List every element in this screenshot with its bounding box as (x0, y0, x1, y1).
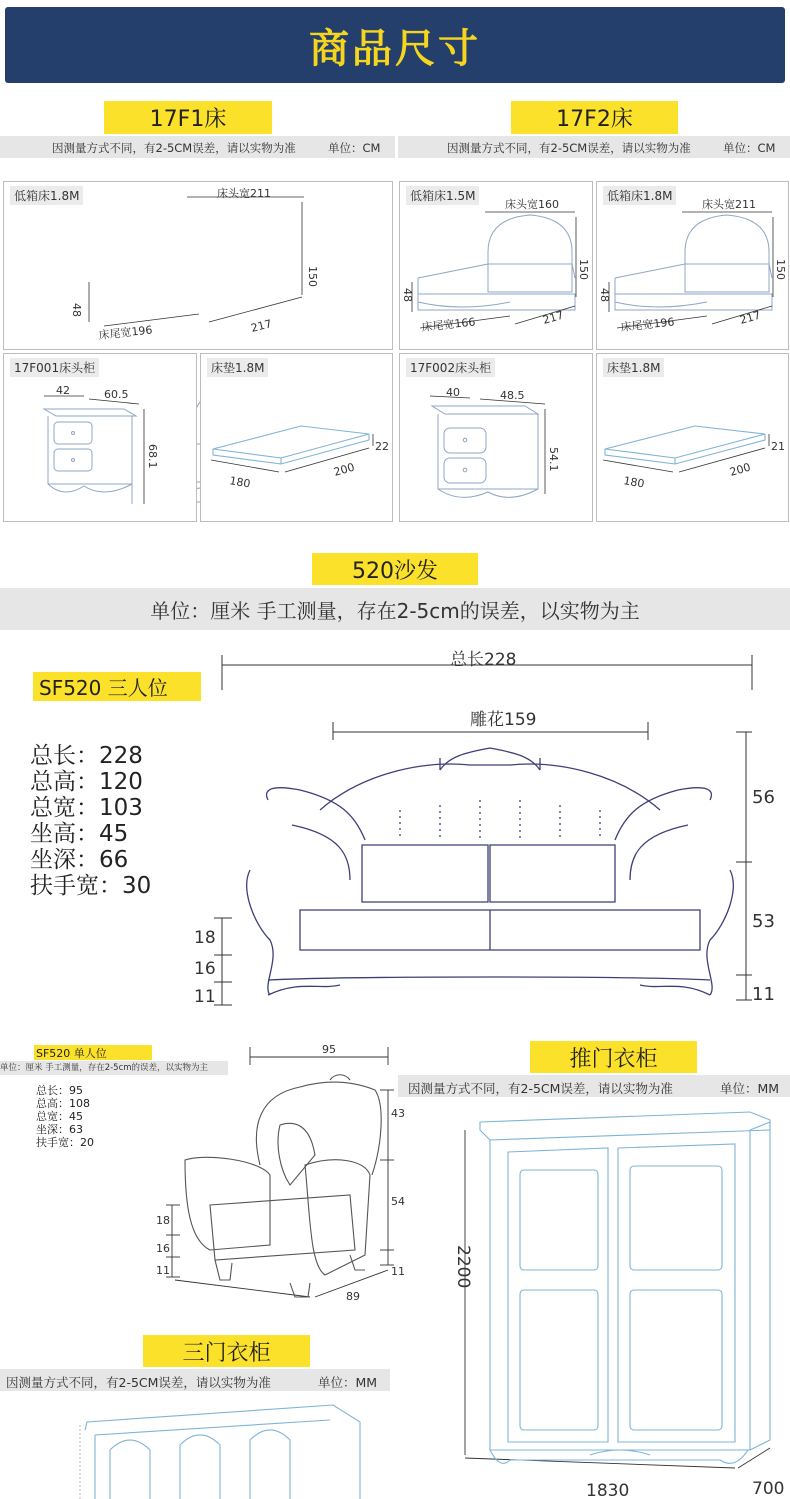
bed2-mattress-panel (596, 353, 789, 522)
bed1-note-bar (0, 136, 395, 158)
panel-tag: 17F002床头柜 (406, 358, 495, 377)
wardrobe-sliding-unit: 单位：MM (720, 1081, 780, 1096)
spec-line: 扶手宽：20 (36, 1136, 94, 1149)
dim-headboard: 床头宽160 (505, 198, 559, 211)
dim-tail: 床尾宽166 (420, 315, 477, 334)
page-header (5, 7, 785, 83)
single-seat-note: 单位：厘米 手工测量，存在2-5cm的误差，以实物为主 (0, 1061, 228, 1075)
dim-left-11: 11 (156, 1264, 170, 1277)
dim-width: 60.5 (104, 388, 129, 401)
dim-width: 180 (228, 474, 252, 491)
bed-drawing (4, 182, 392, 349)
dim-left-18: 18 (156, 1214, 170, 1227)
dim-bottom: 11 (391, 1265, 405, 1278)
single-seat-specs (36, 1084, 94, 1149)
dim-headboard: 床头宽211 (702, 198, 756, 211)
dim-depth: 89 (346, 1290, 360, 1303)
spec-line: 坐深：63 (36, 1123, 83, 1136)
spec-line: 总宽：103 (30, 795, 143, 821)
wardrobe-sliding-note-bar (398, 1075, 790, 1097)
dim-height: 150 (774, 259, 787, 280)
spec-line: 坐高：45 (30, 821, 129, 847)
wardrobe-three-label: 三门衣柜 (143, 1335, 310, 1367)
panel-tag: 低箱床1.8M (603, 186, 676, 205)
dim-width: 180 (622, 474, 646, 491)
dim-left-16: 16 (194, 959, 216, 979)
dim-tail: 床尾宽196 (619, 315, 676, 334)
dim-top: 56 (752, 787, 775, 808)
dim-side-height: 48 (401, 288, 414, 302)
dim-left-18: 18 (194, 928, 216, 948)
dim-depth: 217 (738, 308, 763, 327)
panel-tag: 17F001床头柜 (10, 358, 99, 377)
dim-width: 48.5 (500, 389, 525, 402)
dim-bottom: 11 (752, 984, 775, 1005)
dim-width: 95 (322, 1043, 336, 1056)
dim-thickness: 21 (771, 440, 785, 453)
dim-width: 1830 (586, 1481, 630, 1499)
dim-height: 2200 (453, 1245, 473, 1289)
mattress-drawing (597, 354, 788, 521)
nightstand-drawing (4, 354, 196, 521)
page-title: 商品尺寸 (309, 25, 481, 72)
spec-line: 总高：108 (36, 1097, 90, 1110)
bed2-label: 17F2床 (511, 101, 678, 134)
bed1-mattress-panel (200, 353, 393, 522)
dim-depth: 700 (752, 1479, 785, 1499)
panel-tag: 低箱床1.5M (406, 186, 479, 205)
single-seat-drawing (150, 1035, 405, 1310)
three-seat-label: SF520 三人位 (33, 672, 201, 701)
bed1-bed-panel (3, 181, 393, 350)
dim-top-depth: 42 (56, 384, 70, 397)
dim-top: 43 (391, 1107, 405, 1120)
nightstand-drawing (400, 354, 592, 521)
wardrobe-sliding-label: 推门衣柜 (530, 1041, 697, 1073)
spec-line: 总长：228 (30, 743, 143, 769)
bed2-note-bar (398, 136, 790, 158)
bed2-nightstand-panel (399, 353, 593, 522)
dim-height: 68.1 (146, 444, 159, 469)
dim-side-height: 48 (598, 288, 611, 302)
bed2-unit: 单位：CM (723, 141, 776, 155)
three-seat-drawing (0, 640, 790, 1020)
panel-tag: 床垫1.8M (207, 358, 268, 377)
dim-length: 200 (332, 460, 357, 479)
mattress-drawing (201, 354, 392, 521)
three-door-wardrobe-drawing (75, 1400, 375, 1499)
dim-left-16: 16 (156, 1242, 170, 1255)
wardrobe-sliding-note: 因测量方式不同，有2-5CM误差，请以实物为准 (408, 1081, 673, 1096)
dim-height: 54.1 (547, 447, 560, 472)
wardrobe-three-note: 因测量方式不同，有2-5CM误差，请以实物为准 (6, 1375, 271, 1390)
spec-line: 总高：120 (30, 769, 143, 795)
bed1-unit: 单位：CM (328, 141, 381, 155)
wardrobe-three-note-bar (0, 1369, 390, 1391)
wardrobe-three-unit: 单位：MM (318, 1375, 378, 1390)
spec-line: 坐深：66 (30, 847, 129, 873)
single-seat-label: SF520 单人位 (34, 1045, 152, 1060)
bed2-bed-panel-b (596, 181, 789, 350)
dim-headboard: 床头宽211 (217, 187, 271, 200)
dim-height: 150 (577, 259, 590, 280)
dim-side-height: 48 (70, 303, 83, 317)
dim-tail: 床尾宽196 (97, 323, 154, 342)
dim-depth: 217 (249, 317, 274, 335)
bed2-bed-panel-a (399, 181, 593, 350)
bed1-label: 17F1床 (104, 101, 272, 134)
dim-left-11: 11 (194, 987, 216, 1007)
dim-middle: 54 (391, 1195, 405, 1208)
bed1-nightstand-panel (3, 353, 197, 522)
dim-middle: 53 (752, 911, 775, 932)
spec-line: 总宽：45 (36, 1110, 83, 1123)
dim-top-depth: 40 (446, 386, 460, 399)
panel-tag: 低箱床1.8M (10, 186, 83, 205)
spec-line: 总长：95 (36, 1084, 83, 1097)
bed-drawing (597, 182, 788, 349)
spec-line: 扶手宽：30 (30, 873, 152, 899)
sofa-label: 520沙发 (312, 553, 478, 585)
sofa-note: 单位：厘米 手工测量，存在2-5cm的误差，以实物为主 (0, 588, 790, 630)
dim-thickness: 22 (375, 440, 389, 453)
dim-length: 200 (728, 460, 753, 479)
dim-height: 150 (306, 266, 319, 287)
bed1-note: 因测量方式不同，有2-5CM误差，请以实物为准 (52, 141, 296, 155)
bed-drawing (400, 182, 592, 349)
bed2-note: 因测量方式不同，有2-5CM误差，请以实物为准 (447, 141, 691, 155)
dim-carving: 雕花159 (470, 710, 537, 730)
dim-depth: 217 (541, 308, 566, 327)
dim-total-length: 总长228 (450, 650, 517, 670)
panel-tag: 床垫1.8M (603, 358, 664, 377)
sliding-wardrobe-drawing (430, 1100, 790, 1499)
